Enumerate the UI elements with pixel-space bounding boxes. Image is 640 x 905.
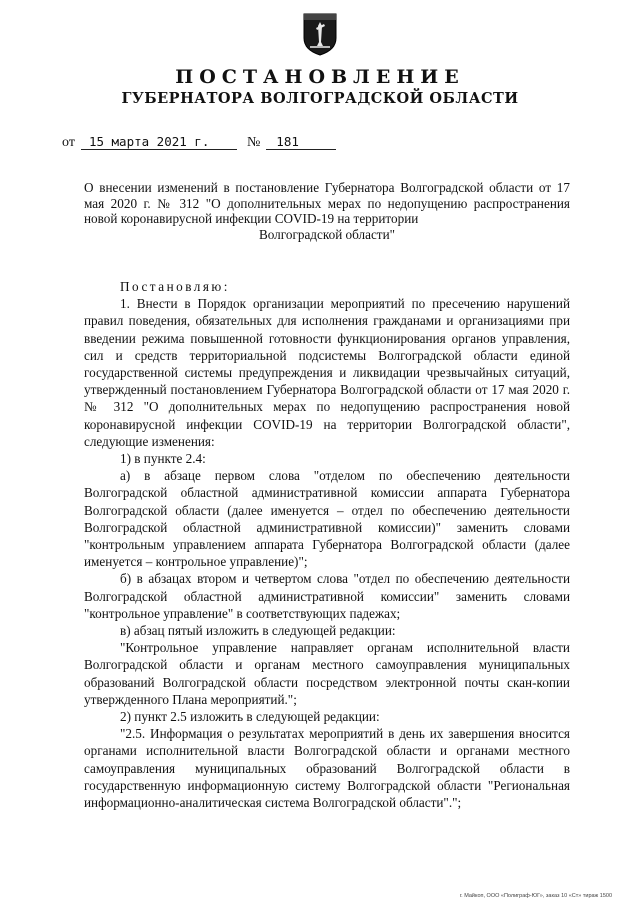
document-title: ПОСТАНОВЛЕНИЕ xyxy=(175,66,465,88)
date-number-row xyxy=(62,134,336,151)
document-date: 15 марта 2021 г. xyxy=(81,134,237,150)
paragraph-5: в) абзац пятый изложить в следующей редакции: xyxy=(120,623,396,639)
document-subtitle: ГУБЕРНАТОРА ВОЛГОГРАДСКОЙ ОБЛАСТИ xyxy=(121,90,519,107)
paragraph-6: "Контрольное управление направляет органам исполнительной власти Волгоградской области и органам местного самоуправления муниципальных образований Волгоградской области посредством электронной почты скан-копии утвержденного Плана мероприятий."; xyxy=(84,640,570,707)
number-label: № xyxy=(246,135,261,150)
date-label: от xyxy=(62,135,75,150)
subject-text-last-line: Волгоградской области" xyxy=(258,226,396,242)
print-note: г. Майкоп, ООО «Полиграф-ЮГ», заказ 10 «Ст» тираж 1500 xyxy=(459,893,612,899)
document-number: 181 xyxy=(266,134,336,150)
paragraph-4: б) в абзацах втором и четвертом слова "отдел по обеспечению деятельности Волгоградской областной административной комиссии" заменить словами "контрольное управление" в соответствующих падежах; xyxy=(84,571,570,621)
document-body xyxy=(84,278,570,811)
subject-text: О внесении изменений в постановление Губернатора Волгоградской области от 17 мая 2020 г. № 312 "О дополнительных мерах по недопущению распространения новой коронавирусной инфекции COVID-19 на территории xyxy=(84,180,570,226)
paragraph-2: 1) в пункте 2.4: xyxy=(120,451,206,467)
paragraph-3: а) в абзаце первом слова "отделом по обеспечению деятельности Волгоградской областной административной комиссии аппарата Губернатора Волгоградской области (далее именуется – отдел по обеспечению деятельности Волгоградской областной административной комиссии)" заменить словами "контрольным управлением аппарата Губернатора Волгоградской области (далее именуется – контрольное управление)"; xyxy=(84,468,570,570)
paragraph-7: 2) пункт 2.5 изложить в следующей редакции: xyxy=(120,709,380,725)
paragraph-1: 1. Внести в Порядок организации мероприятий по пресечению нарушений правил поведения, обязательных для исполнения гражданами и организациями при введении режима повышенной готовности функционирования органов управления, сил и средств территориальной подсистемы Волгоградской области единой государственной системы предупреждения и ликвидации чрезвычайных ситуаций, утвержденный постановлением Губернатора Волгоградской области от 17 мая 2020 г. № 312 "О дополнительных мерах по недопущению распространения новой коронавирусной инфекции COVID-19 на территории Волгоградской области", следующие изменения: xyxy=(84,296,570,449)
document-subject xyxy=(84,180,570,242)
volgograd-coat-of-arms-icon xyxy=(302,12,338,56)
resolution-word: Постановляю: xyxy=(120,279,230,294)
paragraph-8: "2.5. Информация о результатах мероприятий в день их завершения вносится органами исполнительной власти Волгоградской области и органами местного самоуправления муниципальных образований Волгоградской области в государственную информационную систему Волгоградской области "Региональная информационно-аналитическая система Волгоградской области"."; xyxy=(84,726,570,811)
